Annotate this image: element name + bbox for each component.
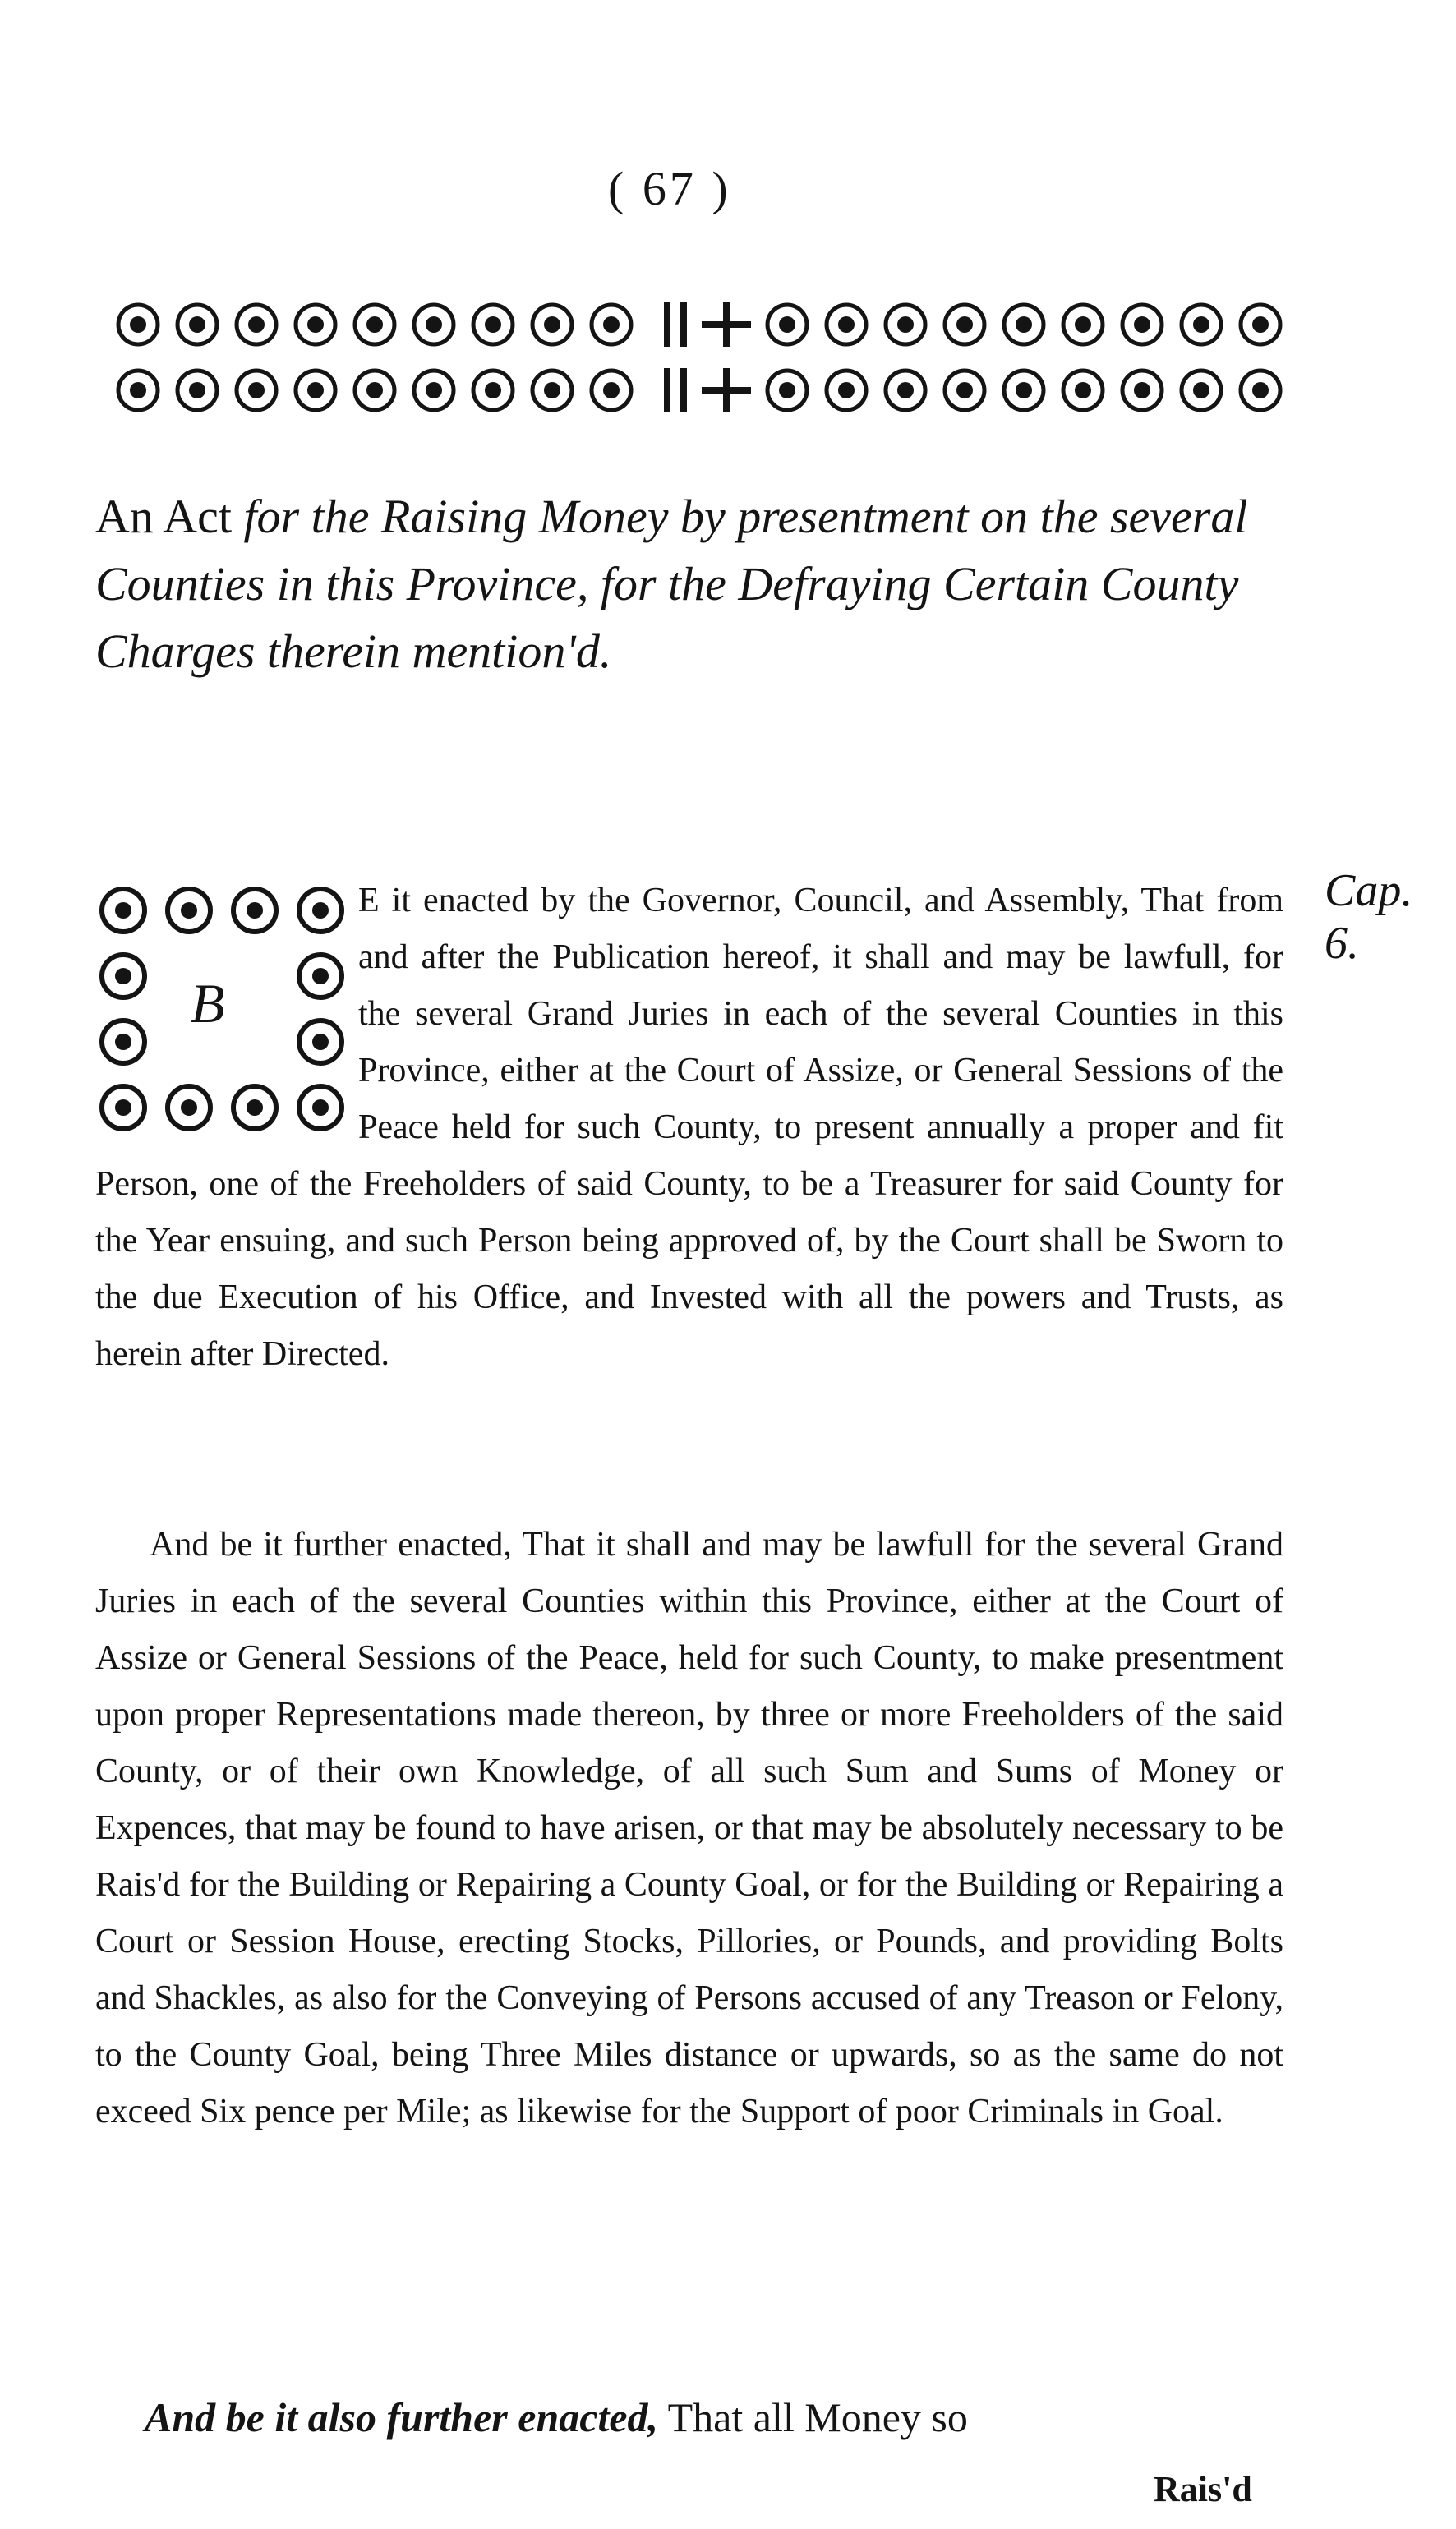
margin-note: Cap. 6. xyxy=(1325,865,1413,969)
paragraph-3-rest: That all Money so xyxy=(658,2394,968,2440)
paragraph-1: E it enacted by the Governor, Council, and Assembly, That from and after the Publication hereof, it shall and may be lawfull, for the several Grand Juries in each of the several Counties in this Province, either at the Court of Assize, or General Sessions of the Peace held for such County, to present annually a proper and fit Person, one of the Freeholders of said County, to be a Treasurer for said County for the Year ensuing, and such Person being approved of, by the Court shall be Sworn to the due Execution of his Office, and Invested with all the powers and Trusts, as herein after Directed. xyxy=(95,882,1283,1373)
act-title-lead: An Act xyxy=(95,490,232,543)
catchword: Rais'd xyxy=(1154,2469,1252,2509)
act-title xyxy=(95,483,1328,685)
ornament-band-top xyxy=(89,296,1306,353)
ornament-band-bottom xyxy=(89,362,1306,419)
drop-cap-letter: B xyxy=(191,972,225,1034)
paragraph-3-lead: And be it also further enacted, xyxy=(145,2394,659,2440)
page-number: ( 67 ) xyxy=(608,162,731,215)
paragraph-2: And be it further enacted, That it shall and may be lawfull for the several Grand Juries in each of the several Counties within this Province, either at the Court of Assize or General Sessions of the Peace, held for such County, to make presentment upon proper Representations made thereon, by three or more Freeholders of the said County, or of their own Knowledge, of all such Sum and Sums of Money or Expences, that may be found to have arisen, or that may be absolutely necessary to be Rais'd for the Building or Repairing a County Goal, or for the Building or Repairing a Court or Session House, erecting Stocks, Pillories, or Pounds, and providing Bolts and Shackles, as also for the Conveying of Persons accused of any Treason or Felony, to the County Goal, being Three Miles distance or upwards, so as the same do not exceed Six pence per Mile; as likewise for the Support of poor Criminals in Goal. xyxy=(95,1526,1283,2131)
act-title-rest: for the Raising Money by presentment on the several Counties in this Province, for the Defraying Certain County Charges therein mention'd. xyxy=(95,490,1248,678)
paragraph-3 xyxy=(95,2389,1283,2446)
